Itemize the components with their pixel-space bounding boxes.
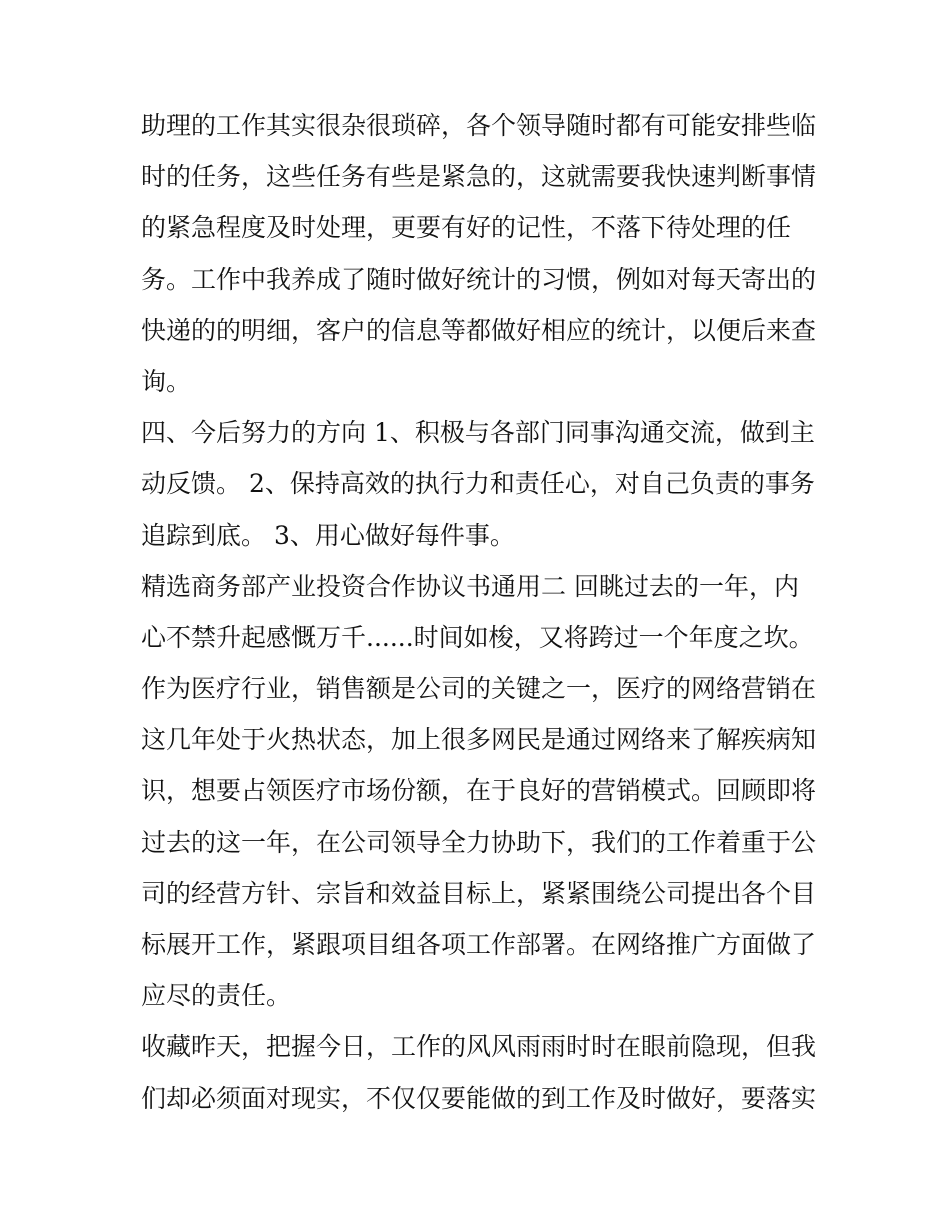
text-line: 标展开工作，紧跟项目组各项工作部署。在网络推广方面做了 xyxy=(141,930,817,959)
text-line: 应尽的责任。 xyxy=(141,981,292,1011)
text-line: 询。 xyxy=(141,366,192,396)
text-line: 时的任务，这些任务有些是紧急的，这就需要我快速判断事情 xyxy=(141,162,817,192)
text-line: 务。工作中我养成了随时做好统计的习惯，例如对每天寄出的 xyxy=(141,264,817,294)
text-line: 识，想要占领医疗市场份额，在于良好的营销模式。回顾即将 xyxy=(141,776,817,806)
paragraph-1 xyxy=(141,100,821,407)
text-line: 心不禁升起感慨万千......时间如梭，又将跨过一个年度之坎。 xyxy=(141,622,814,652)
text-line: 四、今后努力的方向 1、积极与各部门同事沟通交流，做到主 xyxy=(141,418,815,448)
text-line: 收藏昨天，把握今日，工作的风风雨雨时时在眼前隐现，但我 xyxy=(141,1032,817,1062)
text-line: 作为医疗行业，销售额是公司的关键之一，医疗的网络营销在 xyxy=(141,674,817,704)
text-line: 动反馈。 2、保持高效的执行力和责任心，对自己负责的事务 xyxy=(141,469,815,499)
text-line: 们却必须面对现实，不仅仅要能做的到工作及时做好，要落实 xyxy=(141,1083,817,1113)
paragraph-3 xyxy=(141,561,821,1022)
text-line: 过去的这一年，在公司领导全力协助下，我们的工作着重于公 xyxy=(141,827,817,857)
text-line: 这几年处于火热状态，加上很多网民是通过网络来了解疾病知 xyxy=(141,725,817,755)
text-line: 快递的的明细，客户的信息等都做好相应的统计，以便后来查 xyxy=(141,315,817,345)
text-line: 的紧急程度及时处理，更要有好的记性，不落下待处理的任 xyxy=(141,213,792,243)
document-body xyxy=(141,100,821,1124)
paragraph-2 xyxy=(141,407,821,561)
paragraph-4 xyxy=(141,1021,821,1123)
text-line: 精选商务部产业投资合作协议书通用二 回眺过去的一年，内 xyxy=(141,571,799,601)
text-line: 司的经营方针、宗旨和效益目标上，紧紧围绕公司提出各个目 xyxy=(141,878,817,908)
text-line: 助理的工作其实很杂很琐碎，各个领导随时都有可能安排些临 xyxy=(141,111,817,140)
text-line: 追踪到底。 3、用心做好每件事。 xyxy=(141,520,515,550)
